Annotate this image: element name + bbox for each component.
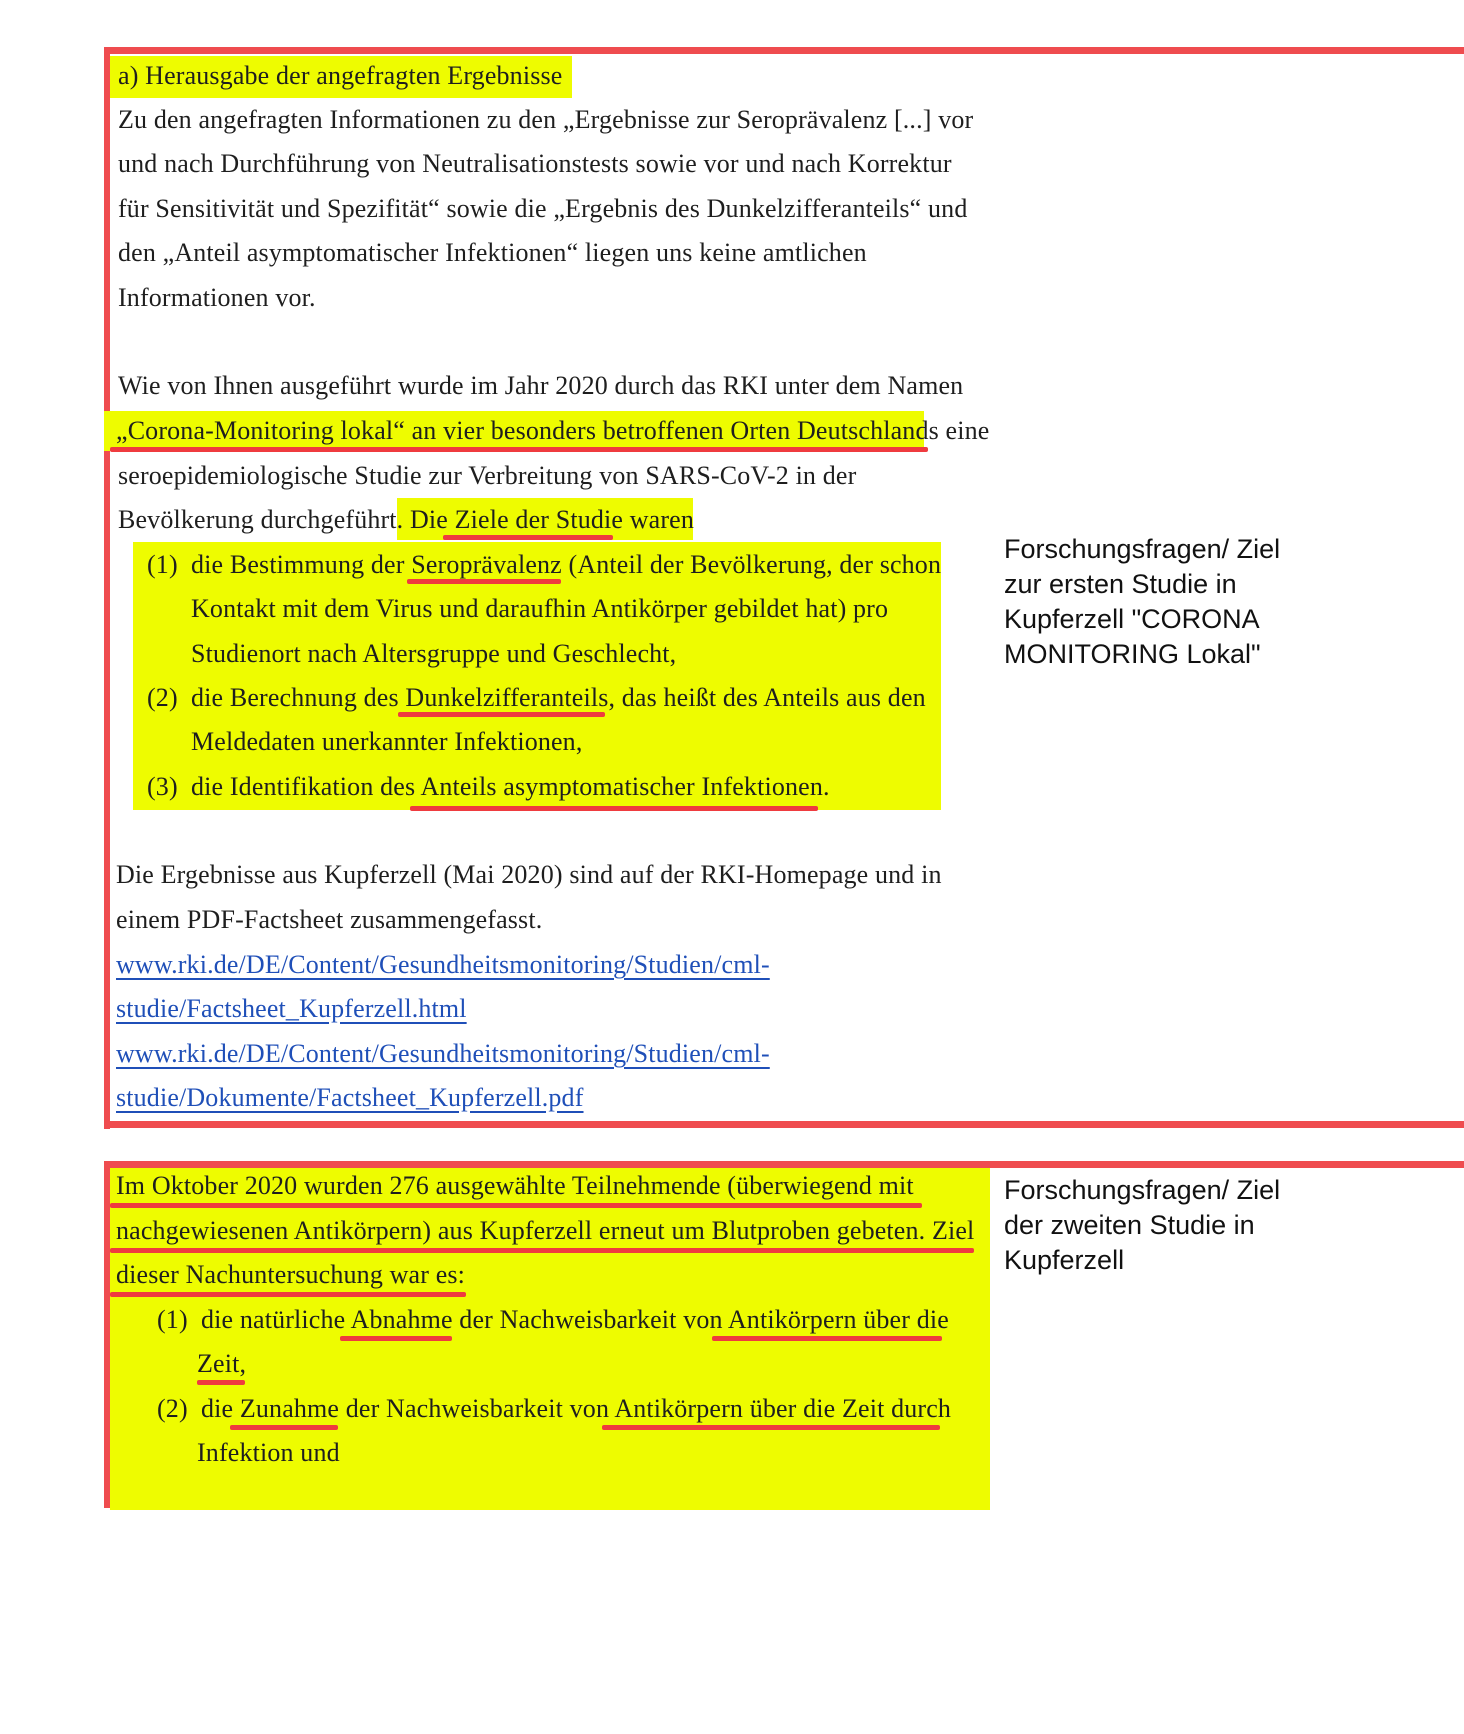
list-item — [147, 680, 926, 716]
list-item-continuation: Infektion und — [197, 1438, 340, 1467]
red-underline — [230, 1425, 338, 1430]
list-text: die natürliche Abnahme der Nachweisbarkeit von Antikörpern über die — [201, 1305, 949, 1334]
list-number: (1) — [147, 550, 178, 579]
section-heading: a) Herausgabe der angefragten Ergebnisse — [118, 61, 563, 90]
list-text: die Bestimmung der Seroprävalenz (Anteil der Bevölkerung, der schon — [191, 550, 942, 579]
red-underline — [340, 1336, 452, 1341]
frame-2-top-border — [104, 1161, 1464, 1168]
paragraph-line: nachgewiesenen Antikörpern) aus Kupferzell erneut um Blutproben gebeten. Ziel — [116, 1216, 975, 1245]
red-underline — [602, 1425, 940, 1430]
paragraph-line: einem PDF-Factsheet zusammengefasst. — [116, 905, 543, 934]
red-underline — [443, 535, 613, 540]
list-item — [157, 1391, 951, 1427]
paragraph-line: Die Ergebnisse aus Kupferzell (Mai 2020) sind auf der RKI-Homepage und in — [116, 860, 942, 889]
goals-intro: Die Ziele der Studie waren — [409, 505, 694, 534]
list-item — [157, 1302, 949, 1338]
paragraph-line: Wie von Ihnen ausgeführt wurde im Jahr 2020 durch das RKI unter dem Namen — [118, 371, 964, 400]
red-underline — [110, 1203, 922, 1208]
factsheet-pdf-link[interactable]: www.rki.de/DE/Content/Gesundheitsmonitoring/Studien/cml- — [116, 1039, 770, 1068]
paragraph-line: seroepidemiologische Studie zur Verbreitung von SARS-CoV-2 in der — [118, 461, 857, 490]
list-item-continuation: Kontakt mit dem Virus und daraufhin Antikörper gebildet hat) pro — [191, 594, 889, 623]
list-text: die Identifikation des Anteils asymptomatischer Infektionen. — [191, 772, 830, 801]
list-text: die Zunahme der Nachweisbarkeit von Antikörpern über die Zeit durch — [201, 1394, 952, 1423]
frame-1-left-border — [104, 47, 110, 1129]
paragraph-line: Zu den angefragten Informationen zu den „Ergebnisse zur Seroprävalenz [...] vor — [118, 105, 974, 134]
red-underline — [407, 579, 561, 584]
paragraph-line: dieser Nachuntersuchung war es: — [116, 1260, 466, 1289]
red-underline — [110, 1248, 974, 1253]
red-underline — [110, 447, 928, 452]
list-number: (3) — [147, 772, 178, 801]
list-item — [147, 769, 830, 805]
red-underline — [398, 712, 605, 717]
frame-1-top-border — [104, 47, 1464, 54]
annotation-second-study: Forschungsfragen/ Ziel der zweiten Studie in Kupferzell — [1004, 1175, 1281, 1275]
list-number: (2) — [147, 683, 178, 712]
list-number: (1) — [157, 1305, 188, 1334]
list-item-continuation: Meldedaten unerkannter Infektionen, — [191, 727, 583, 756]
factsheet-html-link[interactable]: www.rki.de/DE/Content/Gesundheitsmonitoring/Studien/cml- — [116, 950, 770, 979]
list-item-continuation: Zeit, — [197, 1349, 247, 1378]
paragraph-line — [118, 502, 694, 538]
annotation-first-study: Forschungsfragen/ Ziel zur ersten Studie in Kupferzell "CORONA MONITORING Lokal" — [1004, 534, 1281, 669]
paragraph-fragment: eine — [938, 416, 990, 445]
list-number: (2) — [157, 1394, 188, 1423]
red-underline — [110, 1292, 466, 1297]
paragraph-fragment: Bevölkerung durchgeführt. — [118, 505, 410, 534]
study-name-highlighted: „Corona-Monitoring lokal“ an vier besonders betroffenen Orten Deutschlands — [116, 416, 939, 445]
paragraph-line: für Sensitivität und Spezifität“ sowie die „Ergebnis des Dunkelzifferanteils“ und — [118, 194, 968, 223]
list-item-continuation: Studienort nach Altersgruppe und Geschlecht, — [191, 639, 677, 668]
red-underline — [410, 806, 818, 811]
red-underline — [197, 1380, 245, 1385]
paragraph-line: und nach Durchführung von Neutralisationstests sowie vor und nach Korrektur — [118, 149, 952, 178]
paragraph-line: Im Oktober 2020 wurden 276 ausgewählte Teilnehmende (überwiegend mit — [116, 1171, 914, 1200]
frame-2-left-border — [104, 1161, 110, 1508]
frame-1-bottom-border — [104, 1121, 1464, 1128]
paragraph-line: Informationen vor. — [118, 283, 316, 312]
factsheet-html-link-continued[interactable]: studie/Factsheet_Kupferzell.html — [116, 994, 467, 1023]
paragraph-line — [116, 413, 989, 449]
red-underline — [712, 1336, 942, 1341]
paragraph-line: den „Anteil asymptomatischer Infektionen“ liegen uns keine amtlichen — [118, 238, 867, 267]
list-text: die Berechnung des Dunkelzifferanteils, das heißt des Anteils aus den — [191, 683, 926, 712]
factsheet-pdf-link-continued[interactable]: studie/Dokumente/Factsheet_Kupferzell.pdf — [116, 1083, 584, 1112]
list-item — [147, 547, 941, 583]
